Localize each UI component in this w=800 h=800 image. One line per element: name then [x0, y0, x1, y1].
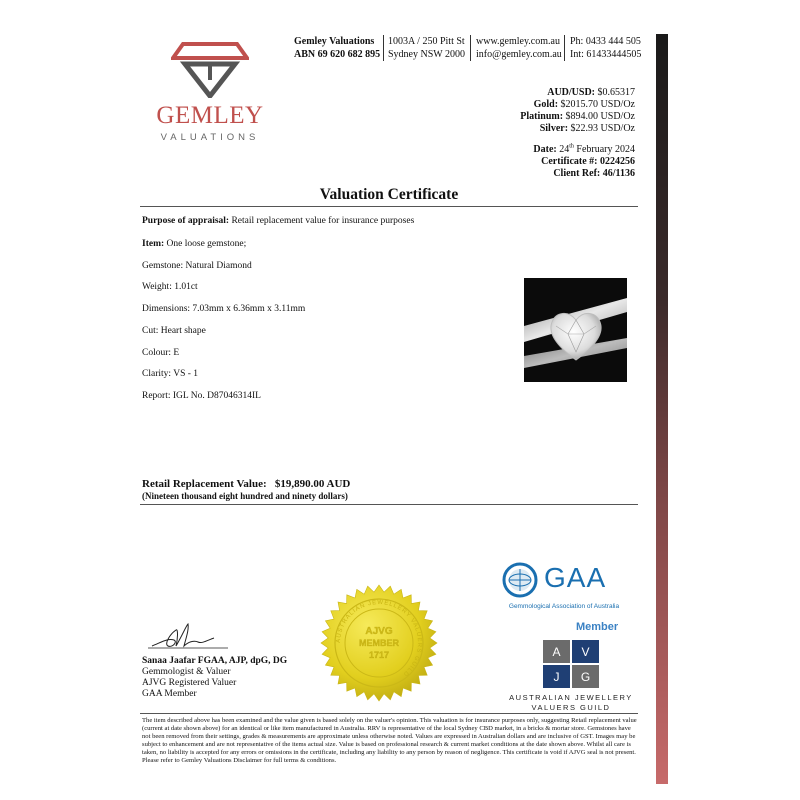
address-line1: 1003A / 250 Pitt St — [388, 36, 465, 47]
retail-replacement-value: Retail Replacement Value: $19,890.00 AUD — [142, 478, 351, 490]
diamond-photo — [524, 278, 627, 382]
company-address — [388, 36, 465, 61]
gemstone-field: Gemstone: Natural Diamond — [142, 261, 252, 271]
market-rates — [520, 87, 635, 135]
report-field: Report: IGL No. D87046314IL — [142, 391, 261, 401]
seal-icon — [318, 584, 440, 702]
gaa-member-label: Member — [576, 621, 619, 633]
ajvg-letter: J — [543, 665, 570, 688]
phone-international: Int: 61433444505 — [570, 48, 642, 60]
divider — [564, 35, 565, 61]
signature-icon — [148, 616, 228, 656]
title-rule — [140, 206, 638, 207]
logo-subtitle: VALUATIONS — [160, 132, 260, 143]
gaa-subtitle: Gemmological Association of Australia — [508, 603, 620, 610]
company-web — [476, 36, 562, 61]
certificate-date: Date: 24th February 2024 — [533, 143, 635, 155]
company-info — [294, 36, 380, 61]
ajvg-gold-seal — [318, 584, 440, 702]
svg-text:1717: 1717 — [368, 650, 390, 660]
ajvg-letter: A — [543, 640, 570, 663]
company-name: Gemley Valuations — [294, 36, 375, 47]
dimensions-field: Dimensions: 7.03mm x 6.36mm x 3.11mm — [142, 304, 306, 314]
company-abn: ABN 69 620 682 895 — [294, 48, 381, 60]
document-title: Valuation Certificate — [319, 186, 459, 203]
rate-platinum: Platinum: $894.00 USD/Oz — [520, 111, 635, 122]
certificate-meta — [533, 144, 635, 180]
valuer-role: AJVG Registered Valuer — [142, 678, 237, 688]
diamond-icon — [171, 40, 249, 98]
gemley-logo — [150, 40, 270, 143]
valuer-signature — [148, 616, 228, 656]
phone: Ph: 0433 444 505 — [570, 36, 641, 47]
address-line2: Sydney NSW 2000 — [388, 48, 466, 60]
ajvg-letter: G — [572, 665, 599, 688]
valuer-role: Gemmologist & Valuer — [142, 667, 231, 677]
company-phone — [570, 36, 641, 61]
item-field: Item: One loose gemstone; — [142, 239, 247, 249]
rate-aud-usd: AUD/USD: $0.65317 — [547, 87, 635, 98]
svg-text:AUSTRALIAN JEWELLERY VALUERS G: AUSTRALIAN JEWELLERY VALUERS GUILD — [335, 599, 423, 678]
purpose-field: Purpose of appraisal: Retail replacement value for insurance purposes — [142, 216, 415, 226]
colour-field: Colour: E — [142, 348, 180, 358]
gaa-wordmark: GAA — [544, 562, 607, 593]
disclaimer-text: The item described above has been examined and the value given is based solely on the valuer's opinion. This valuation is for insurance purposes only, suggesting Retail replacement value (current at date shown above) for an identical or like item manufactured in Australia. RRV is representative of the local Sydney CBD market, in a bricks & mortar store. Gemstones have not been removed from their settings, grades & measurements are approximate unless otherwise noted. Values are expressed in Australian dollars and are inclusive of GST. Images may be subject to enhancement and are not representative of the items actual size. Value is based on professional research & current market conditions at the date shown above. Whilst all care is taken, no liability is accepted for any errors or omissions in the certificate, including any liability to any person by reason of negligence. This certificate is void if AJVG seal is not present. Please refer to Gemley Valuations Disclaimer for full terms & conditions. — [142, 717, 637, 764]
rate-silver: Silver: $22.93 USD/Oz — [539, 123, 635, 134]
value-rule — [140, 504, 638, 505]
rate-gold: Gold: $2015.70 USD/Oz — [533, 99, 635, 110]
logo-wordmark: GEMLEY — [156, 102, 264, 129]
svg-text:MEMBER: MEMBER — [359, 638, 399, 648]
decorative-side-bar — [656, 34, 668, 784]
gaa-globe-icon — [500, 562, 540, 598]
heart-diamond-image — [524, 278, 627, 382]
website-link[interactable]: www.gemley.com.au — [476, 36, 560, 47]
ajvg-logo — [543, 640, 599, 688]
ajvg-name: AUSTRALIAN JEWELLERY VALUERS GUILD — [509, 693, 633, 712]
weight-field: Weight: 1.01ct — [142, 282, 198, 292]
disclaimer-rule — [140, 713, 638, 714]
cut-field: Cut: Heart shape — [142, 326, 206, 336]
valuer-role: GAA Member — [142, 689, 197, 699]
client-reference: Client Ref: 46/1136 — [553, 168, 635, 179]
clarity-field: Clarity: VS - 1 — [142, 369, 199, 379]
svg-text:AJVG: AJVG — [365, 626, 393, 637]
value-in-words: (Nineteen thousand eight hundred and ninety dollars) — [142, 491, 348, 501]
valuer-details — [142, 656, 287, 700]
divider — [470, 35, 471, 61]
email-link[interactable]: info@gemley.com.au — [476, 48, 562, 60]
ajvg-letter: V — [572, 640, 599, 663]
certificate-number: Certificate #: 0224256 — [541, 156, 635, 167]
valuer-name: Sanaa Jaafar FGAA, AJP, dpG, DG — [142, 656, 288, 666]
divider — [383, 35, 384, 61]
